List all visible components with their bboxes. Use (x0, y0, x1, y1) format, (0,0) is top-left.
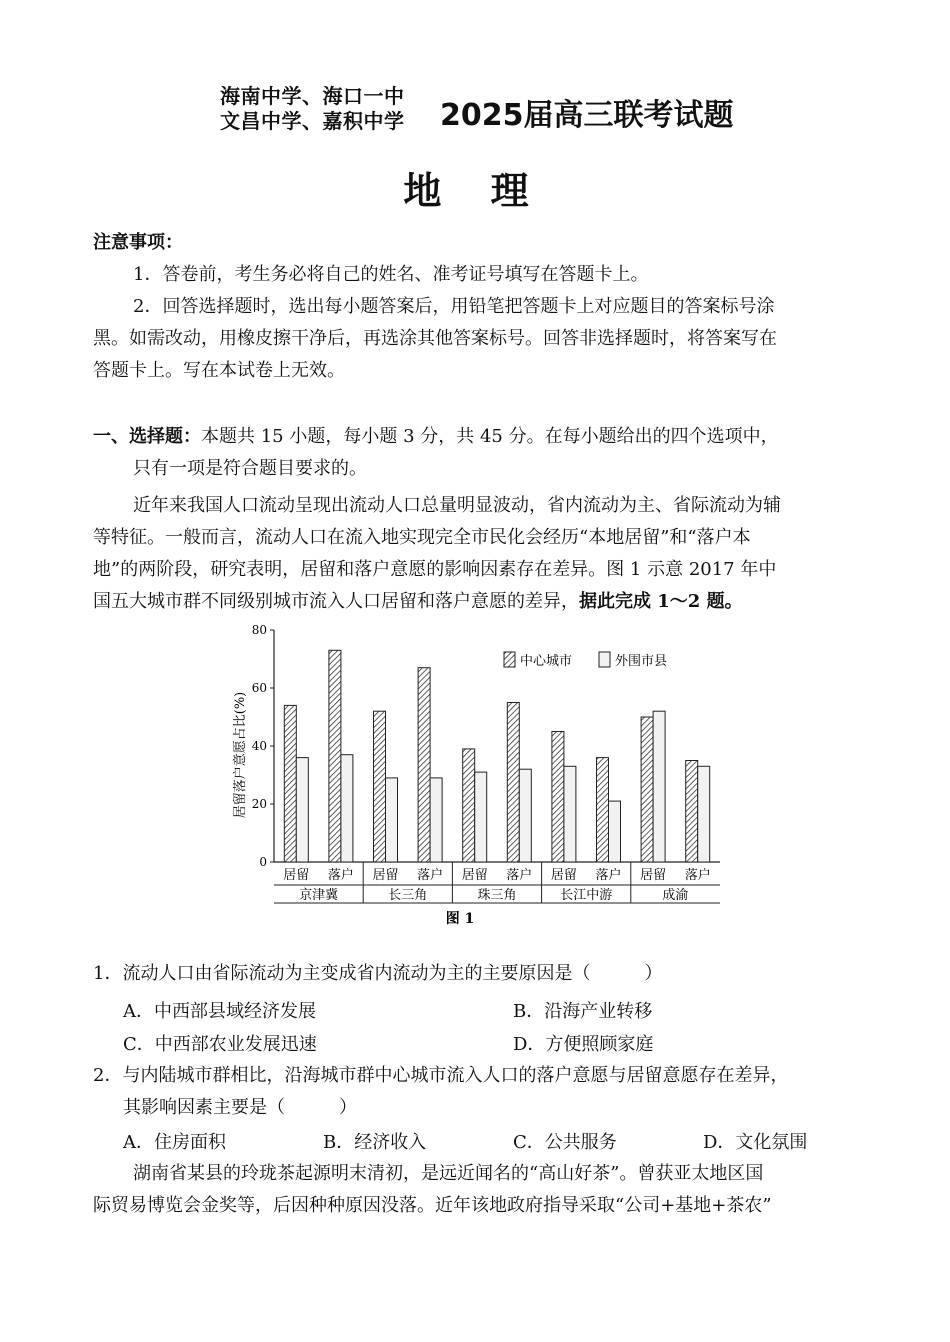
figure-1-chart (220, 615, 740, 935)
exam-schools (220, 84, 405, 134)
chart-y-tick-label: 40 (251, 739, 267, 753)
bar-center-city (507, 703, 519, 863)
bar-peripheral-county (519, 769, 531, 862)
bar-peripheral-county (475, 772, 487, 862)
chart-x-tick-label: 居留 (550, 868, 577, 883)
chart-x-tick-label: 落户 (684, 868, 711, 883)
schools-line-2: 文昌中学、嘉积中学 (220, 109, 405, 133)
notice-heading: 注意事项： (93, 232, 183, 253)
section-1-desc: 本题共 15 小题，每小题 3 分，共 45 分。在每小题给出的四个选项中， (201, 426, 779, 447)
subject-title: 地 理 (403, 168, 547, 213)
chart-x-tick-label: 居留 (283, 868, 310, 883)
bar-center-city (686, 761, 698, 863)
q1-option-d[interactable]: D．方便照顾家庭 (513, 1034, 654, 1055)
q2-option-a[interactable]: A．住房面积 (123, 1132, 226, 1153)
chart-group-label: 成渝 (662, 888, 689, 903)
chart-title: 图 1 (445, 911, 475, 927)
notice-item-1: 1．答卷前，考生务必将自己的姓名、准考证号填写在答题卡上。 (133, 264, 649, 285)
schools-line-1: 海南中学、海口一中 (220, 84, 405, 108)
chart-y-axis-label: 居留落户意愿占比(%) (233, 691, 248, 819)
bar-center-city (418, 668, 430, 862)
legend-swatch-center-city (504, 652, 515, 667)
chart-x-tick-label: 落户 (327, 868, 354, 883)
notice-item-2-line-1: 2．回答选择题时，选出每小题答案后，用铅笔把答题卡上对应题目的答案标号涂 (133, 296, 775, 317)
q2-option-c[interactable]: C．公共服务 (513, 1132, 617, 1153)
passage-1-line-4-text: 国五大城市群不同级别城市流入人口居留和落户意愿的差异， (93, 591, 579, 612)
bar-peripheral-county (296, 758, 308, 862)
passage-2-line-1: 湖南省某县的玲珑茶起源明末清初，是远近闻名的“高山好茶”。曾获亚太地区国 (133, 1163, 764, 1184)
bar-peripheral-county (653, 711, 665, 862)
bar-center-city (641, 717, 653, 862)
chart-group-label: 长江中游 (560, 888, 613, 903)
q2-stem-line-1: 2．与内陆城市群相比，沿海城市群中心城市流入人口的落户意愿与居留意愿存在差异， (93, 1065, 789, 1086)
q1-option-c[interactable]: C．中西部农业发展迅速 (123, 1034, 317, 1055)
legend-swatch-peripheral-county (599, 652, 610, 667)
bar-center-city (552, 732, 564, 863)
chart-x-tick-label: 居留 (461, 868, 488, 883)
bar-center-city (329, 650, 341, 862)
q2-option-b[interactable]: B．经济收入 (323, 1132, 427, 1153)
chart-y-tick-label: 20 (251, 797, 267, 811)
chart-x-tick-label: 落户 (595, 868, 622, 883)
passage-1-line-2: 等特征。一般而言，流动人口在流入地实现完全市民化会经历“本地居留”和“落户本 (93, 527, 751, 548)
chart-group-label: 珠三角 (477, 888, 517, 903)
exam-title: 2025届高三联考试题 (440, 98, 734, 133)
passage-1-instruction: 据此完成 1～2 题。 (579, 591, 743, 612)
chart-y-tick-label: 80 (251, 623, 267, 637)
bar-center-city (597, 758, 609, 862)
notice-item-2-line-3: 答题卡上。写在本试卷上无效。 (93, 360, 345, 381)
bar-peripheral-county (609, 801, 621, 862)
chart-group-label: 京津冀 (299, 888, 339, 903)
bar-peripheral-county (341, 755, 353, 862)
chart-x-tick-label: 落户 (506, 868, 533, 883)
q1-stem: 1．流动人口由省际流动为主变成省内流动为主的主要原因是（ ） (93, 963, 663, 984)
chart-x-tick-label: 居留 (640, 868, 667, 883)
bar-center-city (463, 749, 475, 862)
chart-group-label: 长三角 (388, 888, 428, 903)
q2-option-d[interactable]: D．文化氛围 (703, 1132, 808, 1153)
bar-peripheral-county (698, 766, 710, 862)
passage-1-line-3: 地”的两阶段，研究表明，居留和落户意愿的影响因素存在差异。图 1 示意 2017 年中 (93, 559, 777, 580)
section-1-heading (93, 421, 868, 453)
passage-1-line-1: 近年来我国人口流动呈现出流动人口总量明显波动，省内流动为主、省际流动为辅 (133, 495, 781, 516)
bar-center-city (284, 705, 296, 862)
chart-x-tick-label: 居留 (372, 868, 399, 883)
bar-peripheral-county (386, 778, 398, 862)
section-1-label: 一、选择题： (93, 426, 201, 447)
chart-x-tick-label: 落户 (417, 868, 444, 883)
passage-2-line-2: 际贸易博览会金奖等，后因种种原因没落。近年该地政府指导采取“公司+基地+茶农” (93, 1195, 772, 1216)
bar-center-city (374, 711, 386, 862)
chart-y-tick-label: 60 (251, 681, 267, 695)
bar-peripheral-county (564, 766, 576, 862)
q1-option-b[interactable]: B．沿海产业转移 (513, 1001, 653, 1022)
bar-peripheral-county (430, 778, 442, 862)
q1-option-a[interactable]: A．中西部县域经济发展 (123, 1001, 316, 1022)
notice-item-2-line-2: 黑。如需改动，用橡皮擦干净后，再选涂其他答案标号。回答非选择题时，将答案写在 (93, 328, 777, 349)
passage-1-line-4 (93, 586, 868, 618)
q2-stem-line-2: 其影响因素主要是（ ） (123, 1097, 357, 1118)
chart-y-tick-label: 0 (259, 855, 267, 869)
legend-label: 中心城市 (520, 654, 573, 669)
section-1-desc-line-2: 只有一项是符合题目要求的。 (133, 458, 367, 479)
legend-label: 外围市县 (615, 654, 668, 669)
